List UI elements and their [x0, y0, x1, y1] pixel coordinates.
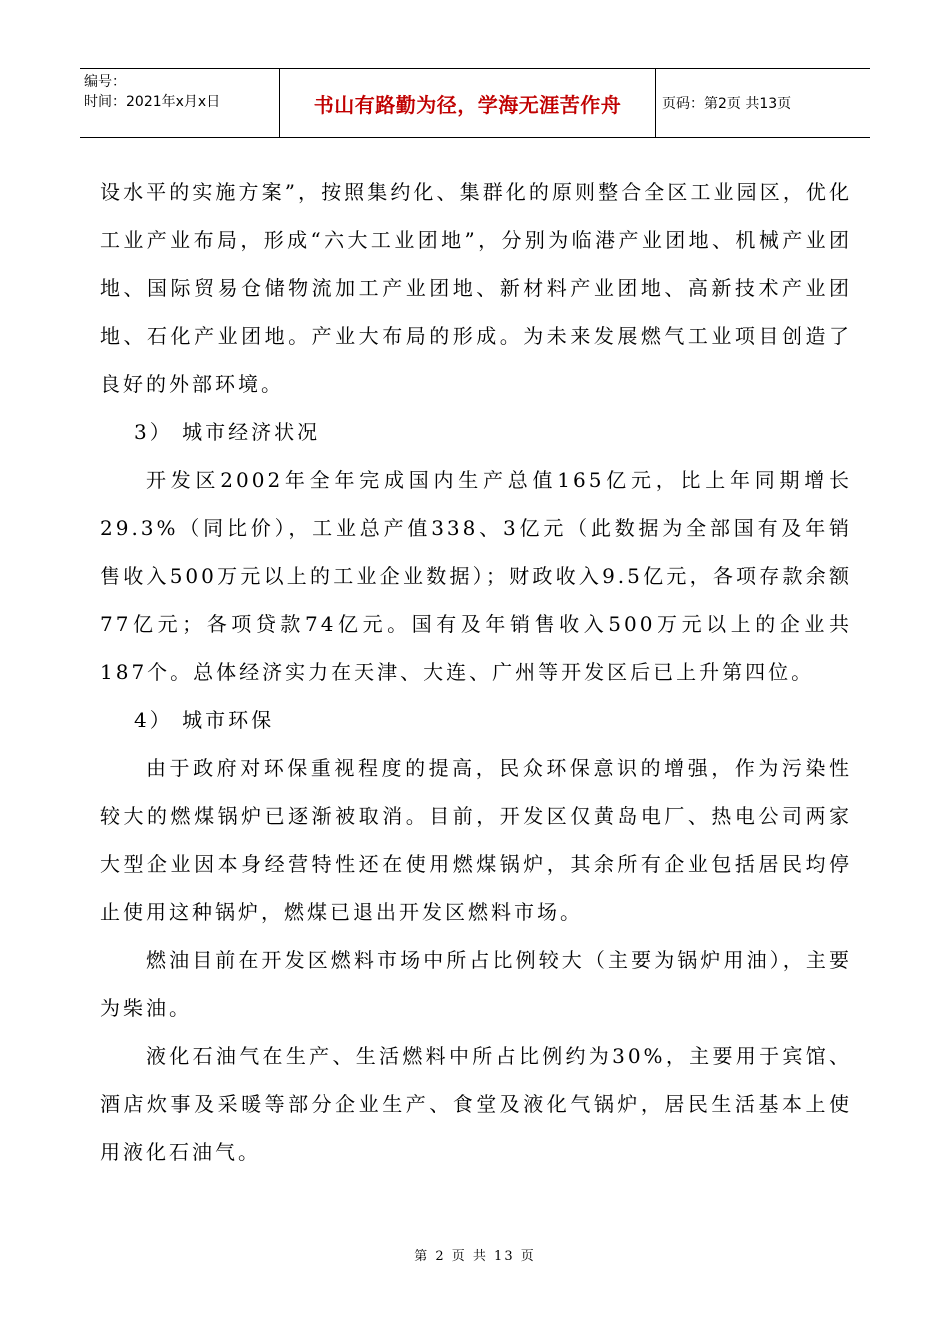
body-paragraph: 设水平的实施方案”，按照集约化、集群化的原则整合全区工业园区，优化工业产业布局，形成“六大工业团地”，分别为临港产业团地、机械产业团地、国际贸易仓储物流加工产业团地、新材料产业团地、高新技术产业团地、石化产业团地。产业大布局的形成。为未来发展燃气工业项目创造了良好的外部环境。 [100, 180, 852, 396]
header-motto: 书山有路勤为径，学海无涯苦作舟 [280, 69, 656, 137]
body-paragraph: 燃油目前在开发区燃料市场中所占比例较大（主要为锅炉用油），主要为柴油。 [100, 948, 852, 1020]
body-paragraph: 由于政府对环保重视程度的提高，民众环保意识的增强，作为污染性较大的燃煤锅炉已逐渐被取消。目前，开发区仅黄岛电厂、热电公司两家大型企业因本身经营特性还在使用燃煤锅炉，其余所有企业包括居民均停止使用这种锅炉，燃煤已退出开发区燃料市场。 [100, 756, 852, 924]
document-date: 时间：2021年x月x日 [84, 94, 221, 110]
section-heading-environment: 4） 城市环保 [134, 708, 275, 732]
page-header [80, 68, 870, 138]
page-footer: 第 2 页 共 13 页 [414, 1249, 536, 1264]
header-page-info: 页码：第2页 共13页 [662, 96, 792, 112]
body-paragraph: 液化石油气在生产、生活燃料中所占比例约为30%，主要用于宾馆、酒店炊事及采暖等部分企业生产、食堂及液化气锅炉，居民生活基本上使用液化石油气。 [100, 1044, 852, 1164]
document-number-label: 编号： [84, 74, 126, 90]
document-body [100, 168, 852, 1176]
body-paragraph: 开发区2002年全年完成国内生产总值165亿元，比上年同期增长29.3%（同比价），工业总产值338、3亿元（此数据为全部国有及年销售收入500万元以上的工业企业数据）；财政收入9.5亿元，各项存款余额77亿元；各项贷款74亿元。国有及年销售收入500万元以上的企业共187个。总体经济实力在天津、大连、广州等开发区后已上升第四位。 [100, 468, 852, 684]
section-heading-economy: 3） 城市经济状况 [134, 420, 321, 444]
header-meta [80, 69, 280, 137]
